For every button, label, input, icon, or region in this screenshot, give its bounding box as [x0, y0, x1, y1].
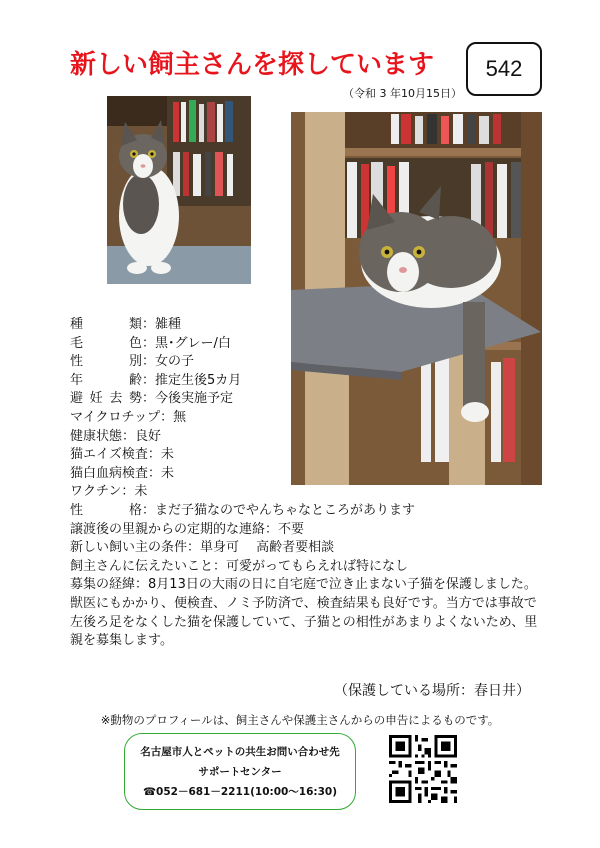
id-badge: 542 [466, 42, 542, 96]
value-conditions: 単身可 高齢者要相談 [200, 540, 335, 556]
profile-list [70, 316, 540, 651]
value-personality: まだ子猫なのでやんちゃなところがあります [155, 502, 416, 518]
label-microchip: マイクロチップ [70, 409, 161, 425]
value-felv: 未 [161, 465, 175, 481]
profile-conditions: 新しい飼い主の条件：単身可 高齢者要相談 [70, 539, 540, 558]
label-species: 種類 [70, 317, 142, 332]
label-health: 健康状態 [70, 428, 123, 444]
profile-microchip: マイクロチップ：無 [70, 409, 540, 428]
profile-vaccine: ワクチン：未 [70, 483, 540, 502]
value-microchip: 無 [173, 409, 187, 425]
profile-contact-after: 譲渡後の里親からの定期的な連絡：不要 [70, 521, 540, 540]
profile-color: 毛色：黒･グレー/白 [70, 335, 540, 354]
profile-background: 募集の経緯：8月13日の大雨の日に自宅庭で泣き止まない子猫を保護しました。獣医にもかかり、便検査、ノミ予防済で、検査結果も良好です。当方では事故で左後ろ足をなくした猫を保護していて、子猫との相性があまりよくないため、里親を募集します。 [70, 577, 538, 649]
value-background: 8月13日の大雨の日に自宅庭で泣き止まない子猫を保護しました。獣医にもかかり、便検査、ノミ予防済で、検査結果も良好です。当方では事故で左後ろ足をなくした猫を保護していて、子猫との相性があまりよくないため、里親を募集します。 [70, 577, 538, 649]
profile-personality: 性格：まだ子猫なのでやんちゃなところがあります [70, 502, 540, 521]
label-conditions: 新しい飼い主の条件 [70, 540, 188, 556]
label-neuter: 避妊去勢 [70, 391, 142, 407]
value-color: 黒･グレー/白 [155, 335, 231, 351]
profile-health: 健康状態：良好 [70, 428, 540, 447]
disclaimer-note: ※動物のプロフィールは、飼主さんや保護主さんからの申告によるものです。 [100, 713, 500, 727]
profile-sex: 性別：女の子 [70, 353, 540, 372]
shelter-location: （保護している場所：春日井） [334, 683, 530, 699]
value-contact-after: 不要 [278, 521, 305, 537]
page-title: 新しい飼主さんを探しています [70, 50, 435, 80]
profile-age: 年齢：推定生後5カ月 [70, 372, 540, 391]
cat-photo-sitting [107, 96, 251, 284]
contact-org: 名古屋市人とペットの共生お問い合わせ先 [140, 746, 340, 758]
contact-phone: ☎052－681－2211(10:00～16:30) [142, 786, 338, 798]
value-message: 可愛がってもらえれば特になし [226, 558, 409, 574]
profile-fiv: 猫エイズ検査：未 [70, 446, 540, 465]
date: （令和 3 年10月15日） [343, 87, 462, 100]
label-background: 募集の経緯 [70, 577, 136, 593]
value-neuter: 今後実施予定 [155, 391, 234, 407]
label-color: 毛色 [70, 335, 142, 351]
profile-species: 種類：雑種 [70, 316, 540, 335]
value-vaccine: 未 [134, 484, 148, 500]
value-health: 良好 [135, 428, 162, 444]
profile-felv: 猫白血病検査：未 [70, 465, 540, 484]
label-personality: 性格 [70, 502, 142, 518]
contact-box [124, 733, 356, 810]
label-fiv: 猫エイズ検査 [70, 447, 148, 463]
profile-neuter: 避妊去勢：今後実施予定 [70, 390, 540, 409]
label-vaccine: ワクチン [70, 484, 122, 500]
value-fiv: 未 [160, 447, 174, 463]
label-age: 年齢 [70, 372, 142, 388]
label-felv: 猫白血病検査 [70, 465, 149, 481]
label-sex: 性別 [70, 354, 142, 370]
label-message: 飼主さんに伝えたいこと [70, 558, 214, 574]
contact-center: サポートセンター [198, 766, 282, 778]
value-species: 雑種 [155, 317, 182, 332]
value-sex: 女の子 [155, 354, 195, 370]
value-age: 推定生後5カ月 [155, 372, 242, 388]
profile-message: 飼主さんに伝えたいこと：可愛がってもらえれば特になし [70, 558, 540, 577]
label-contact-after: 譲渡後の里親からの定期的な連絡 [70, 521, 266, 537]
qr-code[interactable] [389, 735, 457, 803]
